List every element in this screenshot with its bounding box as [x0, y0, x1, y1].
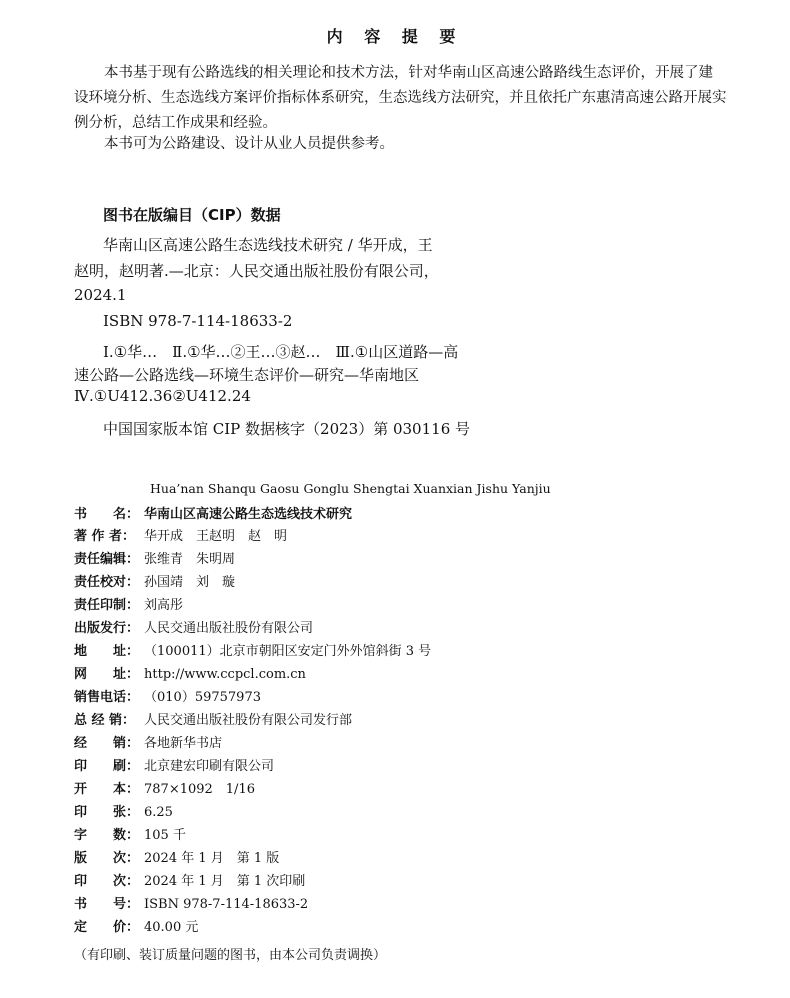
cip-line: 2024.1 — [74, 286, 127, 304]
info-label: 字 数： — [74, 828, 140, 843]
info-label: 责任编辑： — [74, 552, 140, 567]
info-value: （010）59757973 — [144, 690, 261, 705]
cip-line: Ⅳ.①U412.36②U412.24 — [74, 387, 251, 405]
info-value: 各地新华书店 — [144, 736, 223, 751]
summary-paragraph — [74, 61, 734, 136]
pinyin-title: Hua’nan Shanqu Gaosu Gonglu Shengtai Xuanxian Jishu Yanjiu — [150, 481, 551, 496]
info-row — [74, 916, 198, 939]
info-row — [74, 709, 352, 732]
cip-isbn: ISBN 978-7-114-18633-2 — [103, 312, 293, 330]
info-row — [74, 617, 313, 640]
info-value: 105 千 — [144, 828, 186, 843]
cip-line: 速公路—公路选线—环境生态评价—研究—华南地区 — [74, 366, 420, 384]
info-label: 印 刷： — [74, 759, 140, 774]
info-label: 责任校对： — [74, 575, 140, 590]
summary-line: 设环境分析、生态选线方案评价指标体系研究，生态选线方法研究，并且依托广东惠清高速公路开展实 — [74, 90, 727, 106]
info-value: 787×1092 1/16 — [144, 782, 255, 797]
info-label: 销售电话： — [74, 690, 140, 705]
info-row — [74, 571, 235, 594]
info-row-title — [74, 503, 352, 526]
info-value: ISBN 978-7-114-18633-2 — [144, 897, 309, 912]
info-value: http://www.ccpcl.com.cn — [144, 667, 306, 682]
info-row — [74, 870, 305, 893]
info-label: 印 张： — [74, 805, 140, 820]
info-label: 书 号： — [74, 897, 140, 912]
info-value: 2024 年 1 月 第 1 版 — [144, 851, 280, 866]
cip-line: 赵明，赵明著.—北京：人民交通出版社股份有限公司， — [74, 262, 439, 280]
info-label: 著 作 者： — [74, 529, 136, 544]
info-label: 出版发行： — [74, 621, 140, 636]
info-value: 华开成 王赵明 赵 明 — [144, 529, 288, 544]
summary-paragraph-2 — [74, 132, 734, 157]
info-row — [74, 663, 306, 686]
footer-note: （有印刷、装订质量问题的图书，由本公司负责调换） — [74, 948, 387, 963]
info-value: 6.25 — [144, 805, 173, 820]
info-value: 40.00 元 — [144, 920, 199, 935]
info-row — [74, 755, 274, 778]
info-label: 总 经 销： — [74, 713, 136, 728]
info-row — [74, 801, 173, 824]
info-label: 地 址： — [74, 644, 140, 659]
info-row — [74, 594, 183, 617]
info-row — [74, 847, 279, 870]
summary-line: 例分析，总结工作成果和经验。 — [74, 115, 277, 131]
info-value: 人民交通出版社股份有限公司 — [144, 621, 314, 636]
info-row — [74, 893, 308, 916]
cip-record-number: 中国国家版本馆 CIP 数据核字（2023）第 030116 号 — [103, 420, 471, 438]
info-row — [74, 548, 235, 571]
info-value: 华南山区高速公路生态选线技术研究 — [144, 507, 353, 522]
summary-line: 本书可为公路建设、设计从业人员提供参考。 — [104, 136, 394, 152]
info-label: 责任印制： — [74, 598, 140, 613]
info-row — [74, 778, 255, 801]
cip-line: 华南山区高速公路生态选线技术研究 / 华开成，王 — [103, 236, 433, 254]
info-value: （100011）北京市朝阳区安定门外外馆斜街 3 号 — [144, 644, 432, 659]
info-value: 张维青 朱明周 — [144, 552, 236, 567]
cip-heading: 图书在版编目（CIP）数据 — [103, 206, 281, 224]
info-value: 孙国靖 刘 璇 — [144, 575, 236, 590]
info-label: 书 名： — [74, 507, 140, 522]
info-row — [74, 732, 222, 755]
info-label: 开 本： — [74, 782, 140, 797]
info-label: 印 次： — [74, 874, 140, 889]
info-row — [74, 824, 186, 847]
info-label: 版 次： — [74, 851, 140, 866]
info-label: 定 价： — [74, 920, 140, 935]
info-row — [74, 640, 431, 663]
info-label: 经 销： — [74, 736, 140, 751]
info-row — [74, 525, 287, 548]
summary-title: 内 容 提 要 — [326, 27, 464, 46]
info-value: 2024 年 1 月 第 1 次印刷 — [144, 874, 306, 889]
summary-line: 本书基于现有公路选线的相关理论和技术方法，针对华南山区高速公路路线生态评价，开展了建 — [104, 65, 713, 81]
info-value: 人民交通出版社股份有限公司发行部 — [144, 713, 353, 728]
cip-line: Ⅰ.①华… Ⅱ.①华…②王…③赵… Ⅲ.①山区道路—高 — [103, 343, 459, 361]
info-label: 网 址： — [74, 667, 140, 682]
info-row — [74, 686, 261, 709]
info-value: 北京建宏印刷有限公司 — [144, 759, 275, 774]
info-value: 刘高彤 — [144, 598, 184, 613]
